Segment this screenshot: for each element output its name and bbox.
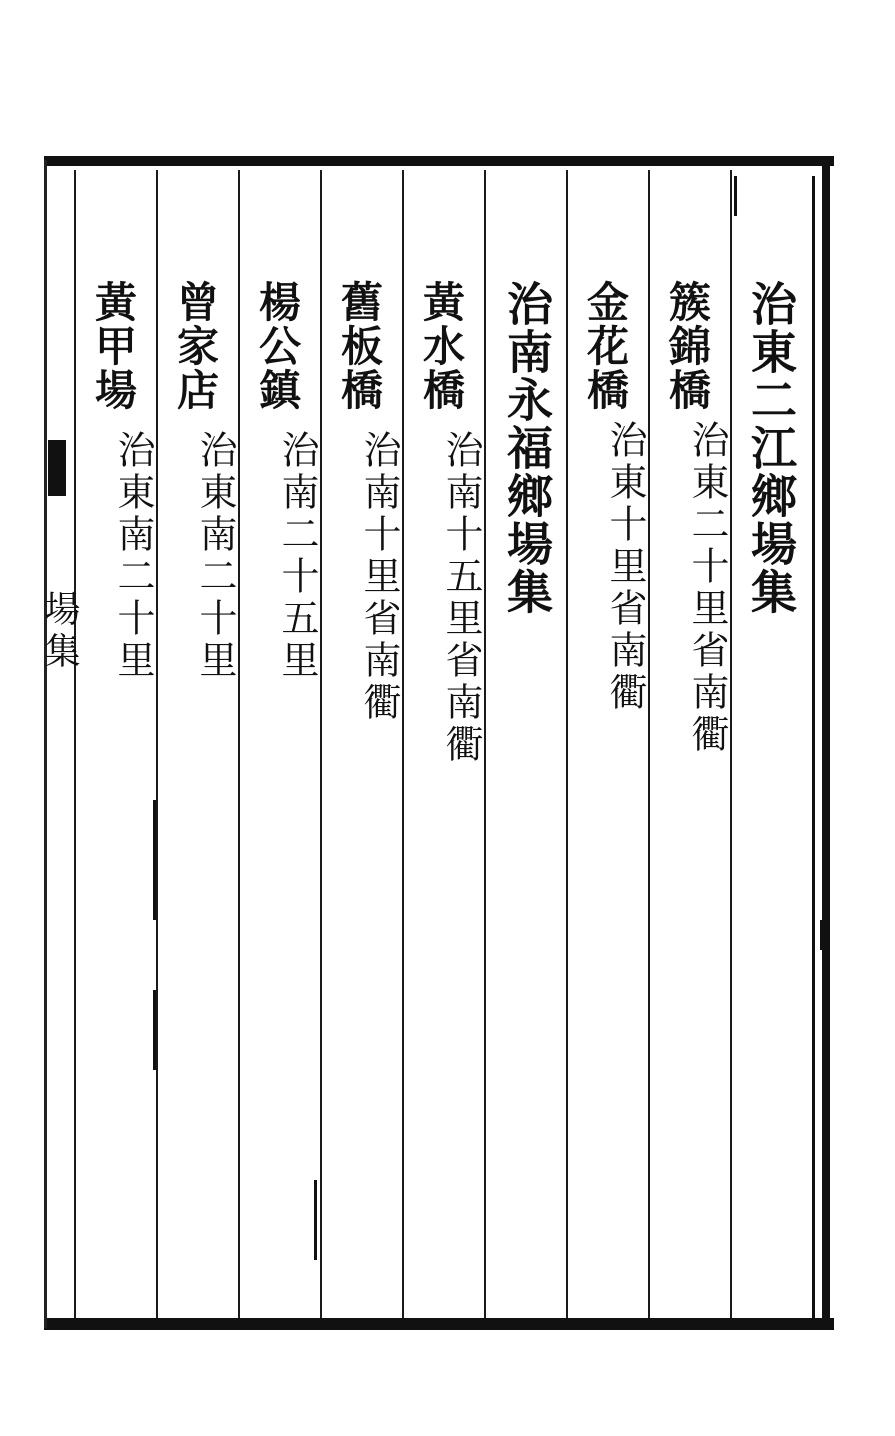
frame-right-border: [822, 160, 830, 1328]
column-rule: [484, 170, 486, 1318]
entry-name: 黃水橋: [417, 280, 466, 412]
entry-note: 治東南二十里: [111, 430, 155, 682]
entry-name: 舊板橋: [335, 280, 384, 412]
entry-name: 曾家店: [171, 280, 220, 412]
ink-tick: [314, 1180, 317, 1260]
frame-top-border: [44, 156, 834, 166]
subsection-title: 治南永福鄉場集: [500, 280, 554, 616]
column-rule: [648, 170, 650, 1318]
column-rule: [566, 170, 568, 1318]
entry-name: 簇錦橋: [663, 280, 712, 412]
column-rule: [74, 170, 76, 1318]
fold-label: 場集: [39, 590, 80, 674]
ink-tick: [153, 990, 156, 1070]
entry-name: 楊公鎮: [253, 280, 302, 412]
entry-note: 治南二十五里: [275, 430, 319, 682]
frame-bottom-border: [44, 1318, 834, 1330]
column-rule: [402, 170, 404, 1318]
entry-note: 治東二十里省南衢: [685, 420, 729, 756]
entry-name: 金花橋: [581, 280, 630, 412]
entry-note: 治東南二十里: [193, 430, 237, 682]
frame-right-inner-border: [812, 176, 815, 1321]
fold-block-mark: [48, 440, 66, 496]
column-rule: [156, 170, 158, 1318]
section-title: 治東二江鄉場集: [744, 280, 798, 616]
ink-tick: [820, 920, 823, 950]
entry-note: 治南十里省南衢: [357, 430, 401, 724]
corner-mark: [734, 176, 737, 216]
entry-name: 黃甲場: [89, 280, 138, 412]
entry-note: 治南十五里省南衢: [439, 430, 483, 766]
column-rule: [730, 170, 732, 1318]
column-rule: [320, 170, 322, 1318]
frame-left-border: [44, 160, 47, 1328]
entry-note: 治東十里省南衢: [603, 420, 647, 714]
column-rule: [238, 170, 240, 1318]
ink-tick: [153, 800, 156, 920]
